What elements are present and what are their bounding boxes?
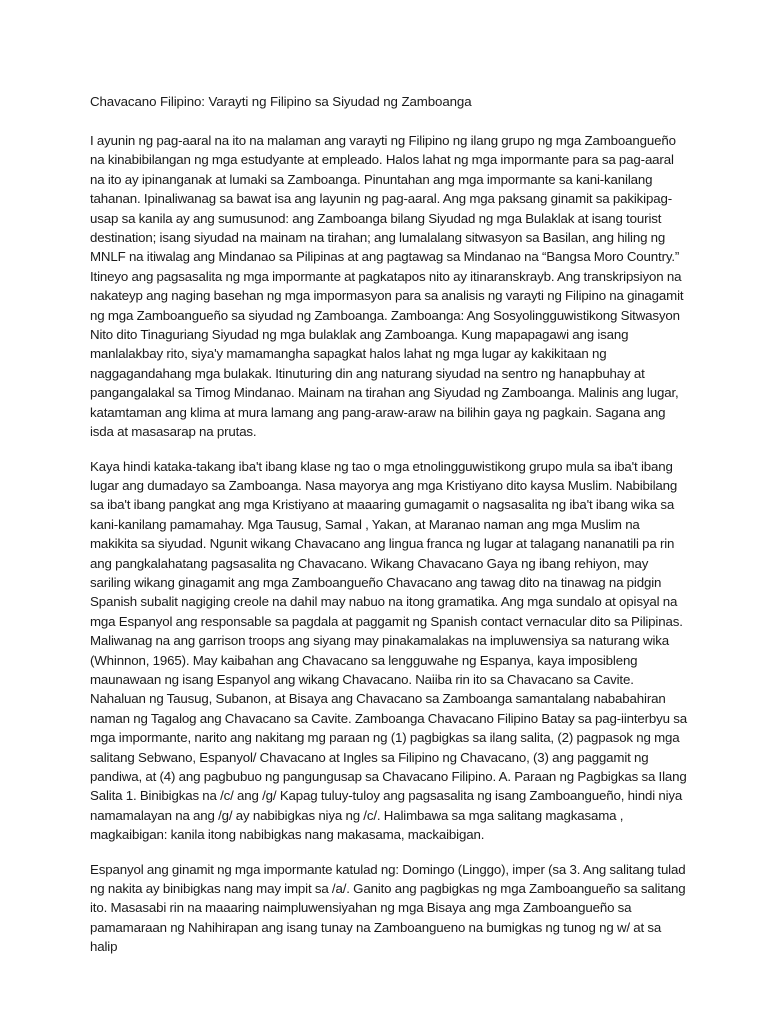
document-title: Chavacano Filipino: Varayti ng Filipino sa Siyudad ng Zamboanga	[90, 94, 472, 109]
document-page	[90, 92, 688, 972]
paragraph-3: Espanyol ang ginamit ng mga impormante katulad ng: Domingo (Linggo), imper (sa 3. Ang salitang tulad ng nakita ay binibigkas nang may impit sa /a/. Ganito ang pagbigkas ng mga Zamboangueño sa salitang ito. Masasabi rin na maaaring naimpluwensiyahan ng mga Bisaya ang mga Zamboangueño sa pamamaraan ng Nahihirapan ang isang tunay na Zamboangueno na bumigkas ng tunog ng w/ at sa halip	[90, 861, 686, 955]
paragraph-1: I ayunin ng pag-aaral na ito na malaman ang varayti ng Filipino ng ilang grupo ng mga Zamboangueño na kinabibilangan ng mga estudyante at empleado. Halos lahat ng mga impormante para sa pag-aaral na ito ay ipinanganak at lumaki sa Zamboanga. Pinuntahan ang mga impormante sa kani-kanilang tahanan. Ipinaliwanag sa bawat isa ang layunin ng pag-aaral. Ang mga paksang ginamit sa pakikipag-usap sa kanila ay ang sumusunod: ang Zamboanga bilang Siyudad ng mga Bulaklak at isang tourist destination; isang siyudad na mainam na tirahan; ang lumalalang sitwasyon sa Basilan, ang hiling ng MNLF na itiwalag ang Mindanao sa Pilipinas at ang pagtawag sa Mindanao na “Bangsa Moro Country.” Itineyo ang pagsasalita ng mga impormante at pagkatapos nito ay itinaranskrayb. Ang transkripsiyon na nakateyp ang naging basehan ng mga impormasyon para sa analisis ng varayti ng Filipino na ginagamit ng mga Zamboangueño sa siyudad ng Zamboanga. Zamboanga: Ang Sosyolingguwistikong Sitwasyon Nito dito Tinaguriang Siyudad ng mga bulaklak ang Zamboanga. Kung mapapagawi ang isang manlalakbay rito, siya'y mamamangha sapagkat halos lahat ng mga lugar ay kakikitaan ng naggagandahang mga bulakak. Itinuturing din ang naturang siyudad na sentro ng hanapbuhay at pangangalakal sa Timog Mindanao. Mainam na tirahan ang Siyudad ng Zamboanga. Malinis ang lugar, katamtaman ang klima at mura lamang ang pang-araw-araw na bilihin gaya ng pagkain. Sagana ang isda at masasarap na prutas.	[90, 133, 684, 440]
paragraph-2: Kaya hindi kataka-takang iba't ibang klase ng tao o mga etnolingguwistikong grupo mula sa iba't ibang lugar ang dumadayo sa Zamboanga. Nasa mayorya ang mga Kristiyano dito kaysa Muslim. Nabibilang sa iba't ibang pangkat ang mga Kristiyano at maaaring gumagamit o nagsasalita ng iba't ibang wika sa kani-kanilang pamamahay. Mga Tausug, Samal , Yakan, at Maranao naman ang mga Muslim na makikita sa siyudad. Ngunit wikang Chavacano ang lingua franca ng lugar at talagang nananatili pa rin ang pangkalahatang pagsasalita ng Chavacano. Wikang Chavacano Gaya ng ibang rehiyon, may sariling wikang ginagamit ang mga Zamboangueño Chavacano ang tawag dito na tinawag na pidgin Spanish subalit nagiging creole na dahil may nabuo na itong gramatika. Ang mga sundalo at opisyal na mga Espanyol ang responsable sa pagdala at paggamit ng Spanish contact vernacular dito sa Pilipinas. Maliwanag na ang garrison troops ang siyang may pinakamalakas na impluwensiya sa naturang wika (Whinnon, 1965). May kaibahan ang Chavacano sa lengguwahe ng Espanya, kaya imposibleng maunawaan ng isang Espanyol ang wikang Chavacano. Naiiba rin ito sa Chavacano sa Cavite. Nahaluan ng Tausug, Subanon, at Bisaya ang Chavacano sa Zamboanga samantalang nababahiran naman ng Tagalog ang Chavacano sa Cavite. Zamboanga Chavacano Filipino Batay sa pag-iinterbyu sa mga impormante, narito ang nakitang mg paraan ng (1) pagbigkas sa ilang salita, (2) pagpasok ng mga salitang Sebwano, Espanyol/ Chavacano at Ingles sa Filipino ng Chavacano, (3) ang paggamit ng pandiwa, at (4) ang pagbubuo ng pangungusap sa Chavacano Filipino. A. Paraan ng Pagbigkas sa Ilang Salita 1. Binibigkas na /c/ ang /g/ Kapag tuluy-tuloy ang pagsasalita ng isang Zamboangueño, hindi niya namamalayan na ang /g/ ay nabibigkas niya ng /c/. Halimbawa sa mga salitang magkasama , magkaibigan: kanila itong nabibigkas nang makasama, mackaibigan.	[90, 458, 688, 843]
